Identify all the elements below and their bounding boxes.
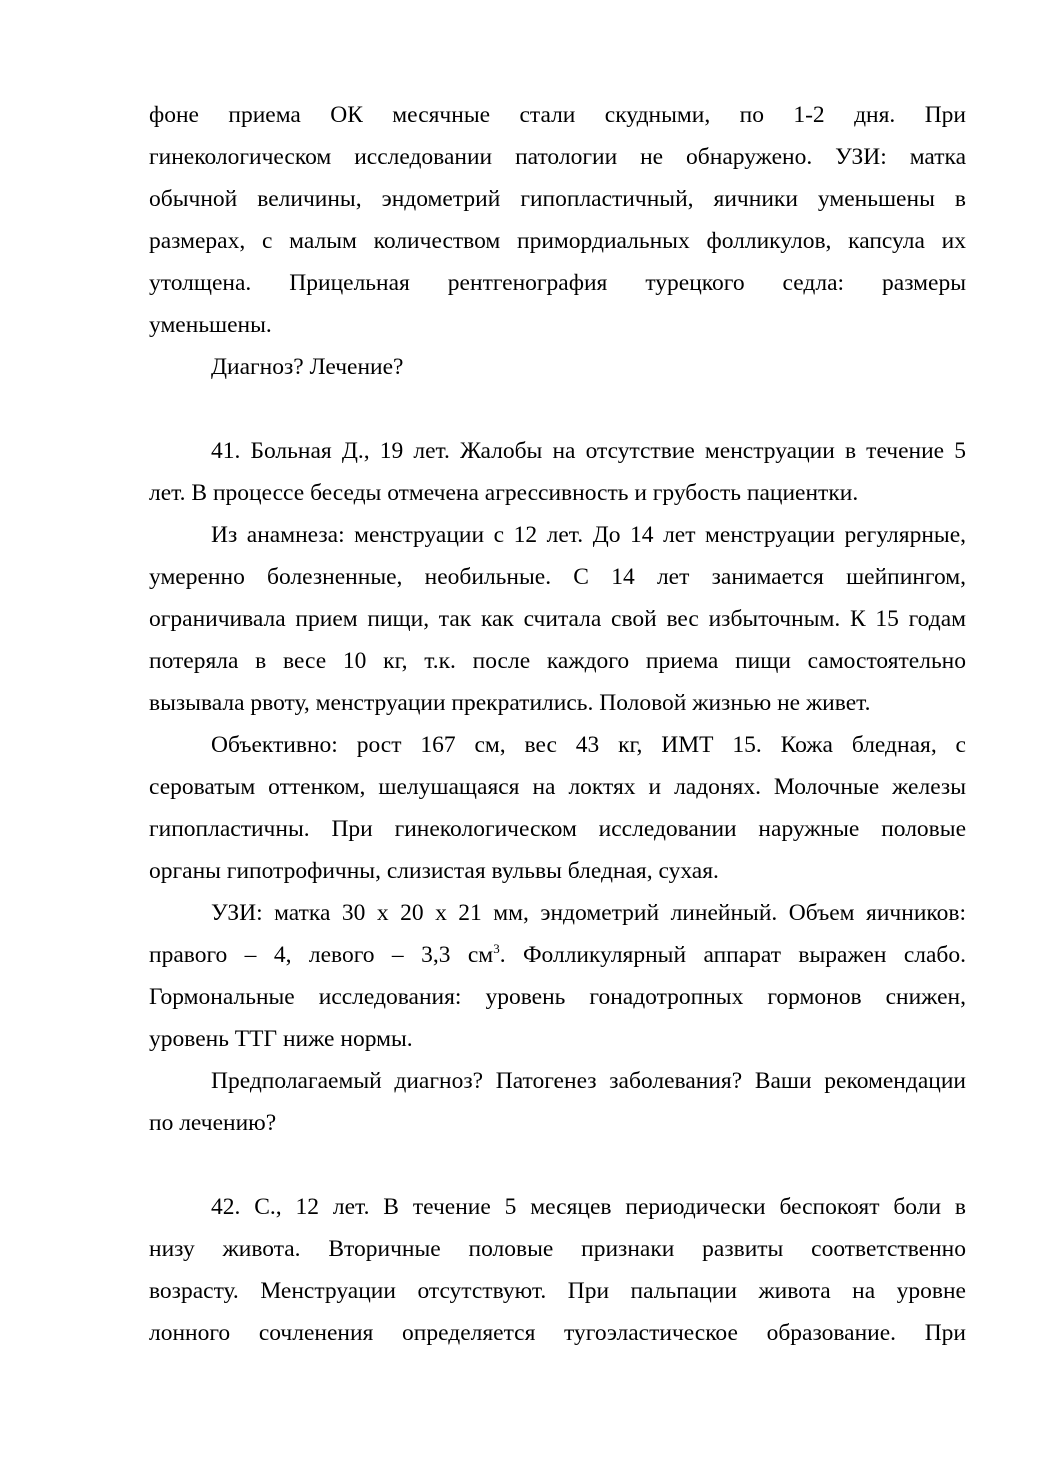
case-41-heading-line: 41. Больная Д., 19 лет. Жалобы на отсутствие менструации в течение 5 bbox=[211, 438, 966, 464]
text-line-with-superscript bbox=[149, 934, 966, 976]
document-page bbox=[149, 94, 966, 1354]
text-fragment: . Фолликулярный аппарат выражен слабо. bbox=[499, 942, 966, 968]
case-42-heading-line: 42. С., 12 лет. В течение 5 месяцев периодически беспокоят боли в bbox=[211, 1194, 966, 1220]
text-line: уменьшены. bbox=[149, 312, 272, 338]
text-line: Гормональные исследования: уровень гонадотропных гормонов снижен, bbox=[149, 984, 966, 1010]
text-line: ограничивала прием пищи, так как считала свой вес избыточным. К 15 годам bbox=[149, 606, 966, 632]
text-line: обычной величины, эндометрий гипопластичный, яичники уменьшены в bbox=[149, 186, 966, 212]
text-line: Объективно: рост 167 см, вес 43 кг, ИМТ 15. Кожа бледная, с bbox=[211, 732, 966, 758]
text-line: вызывала рвоту, менструации прекратились. Половой жизнью не живет. bbox=[149, 690, 871, 716]
case-prev-question: Диагноз? Лечение? bbox=[211, 354, 404, 380]
text-line: сероватым оттенком, шелушащаяся на локтях и ладонях. Молочные железы bbox=[149, 774, 966, 800]
case-41 bbox=[149, 430, 966, 1144]
superscript: 3 bbox=[493, 941, 500, 956]
text-line: потеряла в весе 10 кг, т.к. после каждого приема пищи самостоятельно bbox=[149, 648, 966, 674]
text-fragment: правого – 4, левого – 3,3 см bbox=[149, 942, 494, 968]
text-line: гинекологическом исследовании патологии не обнаружено. УЗИ: матка bbox=[149, 144, 966, 170]
text-line: утолщена. Прицельная рентгенография турецкого седла: размеры bbox=[149, 270, 966, 296]
text-line: фоне приема ОК месячные стали скудными, по 1-2 дня. При bbox=[149, 102, 966, 128]
case-41-question-line: Предполагаемый диагноз? Патогенез заболевания? Ваши рекомендации bbox=[211, 1068, 966, 1094]
text-line: низу живота. Вторичные половые признаки развиты соответственно bbox=[149, 1236, 966, 1262]
text-line: размерах, с малым количеством примордиальных фолликулов, капсула их bbox=[149, 228, 966, 254]
text-line: УЗИ: матка 30 х 20 х 21 мм, эндометрий линейный. Объем яичников: bbox=[211, 900, 966, 926]
text-line: лонного сочленения определяется тугоэластическое образование. При bbox=[149, 1320, 966, 1346]
paragraph-gap bbox=[149, 388, 966, 430]
text-line: органы гипотрофичны, слизистая вульвы бледная, сухая. bbox=[149, 858, 719, 884]
text-line: умеренно болезненные, необильные. С 14 лет занимается шейпингом, bbox=[149, 564, 966, 590]
text-line: лет. В процессе беседы отмечена агрессивность и грубость пациентки. bbox=[149, 480, 859, 506]
text-line: гипопластичны. При гинекологическом исследовании наружные половые bbox=[149, 816, 966, 842]
text-line: уровень ТТГ ниже нормы. bbox=[149, 1026, 413, 1052]
case-42 bbox=[149, 1186, 966, 1354]
paragraph-gap bbox=[149, 1144, 966, 1186]
case-prev-paragraph bbox=[149, 94, 966, 346]
case-41-question-line: по лечению? bbox=[149, 1110, 277, 1136]
text-line: возрасту. Менструации отсутствуют. При пальпации живота на уровне bbox=[149, 1278, 966, 1304]
text-line: Из анамнеза: менструации с 12 лет. До 14 лет менструации регулярные, bbox=[211, 522, 966, 548]
